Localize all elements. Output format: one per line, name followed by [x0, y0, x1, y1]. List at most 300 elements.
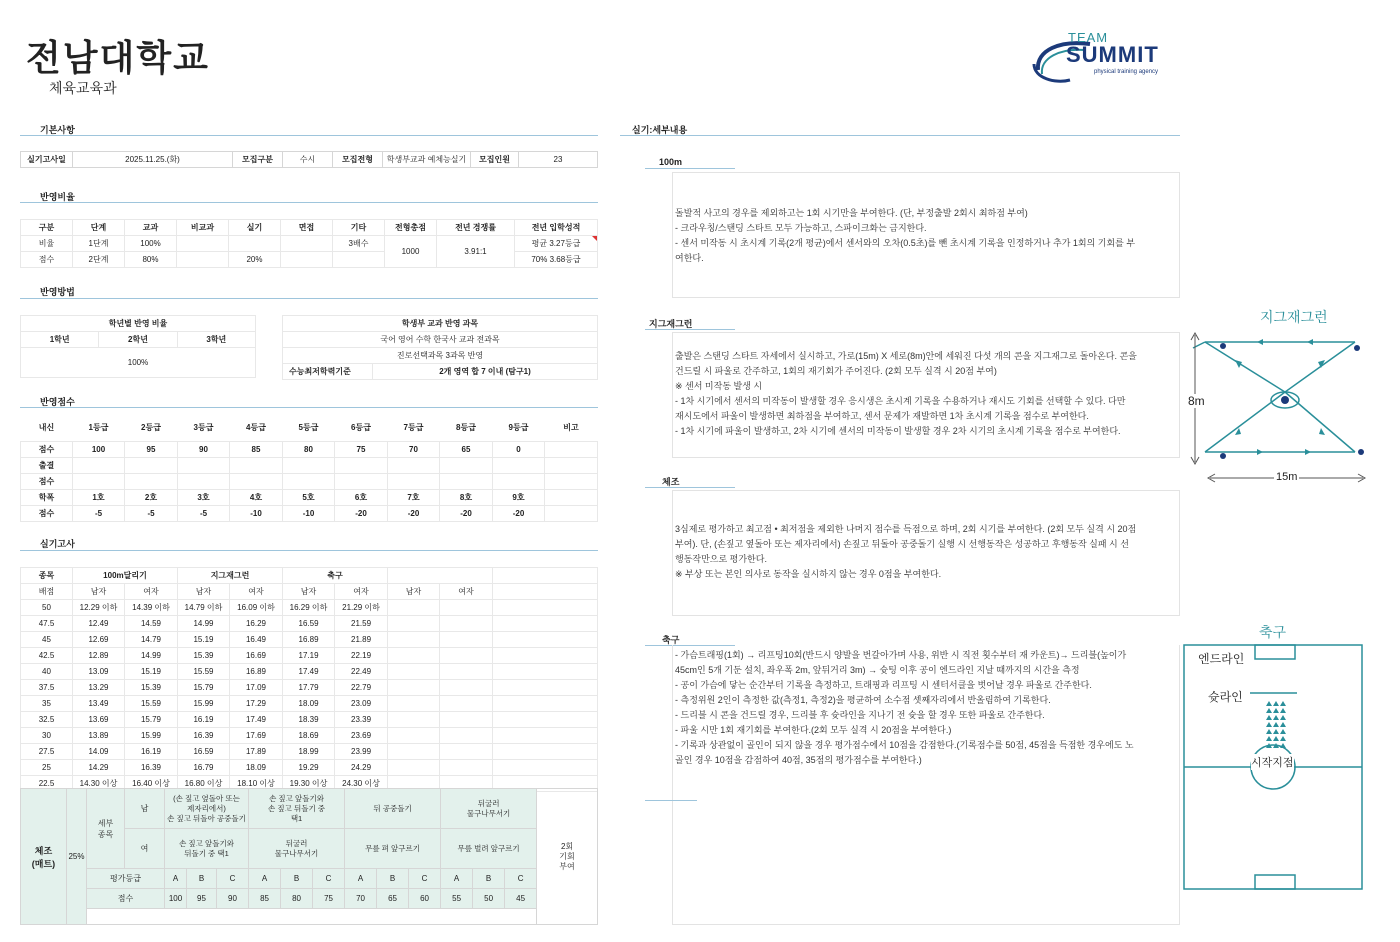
practical-cell: 15.59 — [125, 696, 178, 712]
gym-score-label: 점수 — [87, 889, 165, 909]
gym-grade-cell: C — [409, 869, 441, 889]
practical-cell — [388, 712, 440, 728]
practical-cell: 23.69 — [335, 728, 388, 744]
text-line: 3심제로 평가하고 최고점 • 최저점을 제외한 나머지 점수를 득점으로 하며, 2회 시기를 부여한다. (2회 모두 실격 시 20점 — [675, 524, 1137, 534]
score-cell: 7호 — [388, 489, 440, 505]
score-cell: 5호 — [283, 489, 335, 505]
score-cell: -20 — [388, 505, 440, 521]
practical-cell — [440, 600, 493, 616]
cone-icon — [1266, 715, 1272, 720]
practical-cell — [493, 712, 598, 728]
practical-cell: 14.30 이상 — [73, 776, 125, 792]
ratio-cell — [177, 236, 229, 252]
gym-female-item: 손 짚고 앞돌기와 뒤돌기 중 택1 — [165, 829, 249, 869]
practical-cell: 18.09 — [230, 760, 283, 776]
gym-grade-cell: A — [165, 869, 187, 889]
ratio-cell: 3배수 — [333, 236, 385, 252]
practical-cell: 19.29 — [283, 760, 335, 776]
quota-label: 모집인원 — [471, 152, 519, 168]
ratio-cell — [229, 236, 281, 252]
practical-sub: 배점 — [21, 584, 73, 600]
score-cell: 80 — [283, 441, 335, 457]
practical-cell — [388, 600, 440, 616]
score-header: 3등급 — [193, 422, 214, 432]
score-header: 6등급 — [351, 422, 371, 432]
gym-male-item: 뒤 공중돌기 — [345, 789, 441, 829]
practical-cell: 14.09 — [73, 744, 125, 760]
grade-ratio-table — [20, 315, 256, 378]
gym-grade-cell: C — [505, 869, 537, 889]
score-cell: 4호 — [230, 489, 283, 505]
gym-score-cell: 65 — [377, 889, 409, 909]
practical-cell — [440, 728, 493, 744]
text-line: 재시도에서 파울이 발생하면 최하점을 부여하고, 센서 문제가 재발하면 1차 초시계 기록을 점수로 부여한다. — [675, 411, 1089, 421]
run-title: 100m — [659, 157, 683, 167]
practical-cell: 37.5 — [21, 680, 73, 696]
run-text — [675, 206, 1135, 266]
practical-sub: 여자 — [335, 584, 388, 600]
practical-cell: 17.29 — [230, 696, 283, 712]
score-cell: 65 — [440, 441, 493, 457]
recruit-type: 수시 — [283, 152, 333, 168]
gym-score-cell: 100 — [165, 889, 187, 909]
practical-header: 축구 — [283, 568, 388, 584]
total-score: 1000 — [385, 236, 437, 268]
score-cell: 85 — [230, 441, 283, 457]
score-cell: 6호 — [335, 489, 388, 505]
score-cell: 2호 — [125, 489, 178, 505]
practical-header: 지그재그런 — [178, 568, 283, 584]
score-header: 5등급 — [298, 422, 319, 432]
recruit-type-label: 모집구분 — [233, 152, 283, 168]
practical-cell: 13.69 — [73, 712, 125, 728]
practical-cell — [493, 648, 598, 664]
practical-cell: 15.39 — [125, 680, 178, 696]
practical-cell: 16.09 이하 — [230, 600, 283, 616]
text-line: ※ 부상 또는 본인 의사로 동작을 실시하지 않는 경우 0점을 부여한다. — [675, 569, 942, 579]
practical-cell: 15.99 — [125, 728, 178, 744]
practical-cell — [440, 664, 493, 680]
text-line: - 측정위원 2인이 측정한 값(측정1, 측정2)을 평균하여 소수점 셋째자리에서 반올림하여 기록한다. — [675, 695, 1051, 705]
practical-cell: 15.59 — [178, 664, 230, 680]
practical-cell: 32.5 — [21, 712, 73, 728]
text-line: - 공이 가슴에 닿는 순간부터 기록을 측정하고, 트래핑과 리프팅 시 센터서클을 벗어날 경우 파울로 간주한다. — [675, 680, 1092, 690]
exam-date: 2025.11.25.(화) — [73, 152, 233, 168]
practical-cell: 15.79 — [125, 712, 178, 728]
department-name: 체육교육과 — [49, 80, 117, 96]
gym-score-cell: 75 — [313, 889, 345, 909]
practical-cell — [440, 632, 493, 648]
gym-text — [675, 522, 1136, 582]
text-line: 행동작만으로 평가한다. — [675, 554, 767, 564]
practical-cell: 19.30 이상 — [283, 776, 335, 792]
text-line: - 기록과 상관없이 골인이 되지 않을 경우 평가점수에서 10점을 감점한다.(기록점수를 50점, 45점을 득점한 경우에도 노 — [675, 740, 1134, 750]
cone-icon — [1273, 701, 1279, 706]
score-header: 비고 — [563, 422, 579, 432]
practical-cell: 16.40 이상 — [125, 776, 178, 792]
gym-male-item: 손 짚고 앞돌기와 손 짚고 뒤돌기 중 택1 — [249, 789, 345, 829]
ratio-cell: 20% — [229, 252, 281, 268]
gym-female-item: 무릎 펴 앞구르기 — [345, 829, 441, 869]
exam-date-label: 실기고사일 — [21, 152, 73, 168]
zig-title: 지그재그런 — [649, 319, 693, 329]
ratio-cell: 1단계 — [73, 236, 125, 252]
soccer-title: 축구 — [662, 635, 680, 645]
zigzag-diagram — [1185, 330, 1370, 490]
soccer-diagram-title: 축구 — [1259, 624, 1287, 640]
practical-cell: 45 — [21, 632, 73, 648]
practical-cell — [493, 728, 598, 744]
subjects-line2: 진로선택과목 3과목 반영 — [283, 348, 598, 364]
practical-cell — [440, 712, 493, 728]
ratio-cell — [177, 252, 229, 268]
practical-cell: 15.99 — [178, 696, 230, 712]
gym-grade-cell: A — [345, 869, 377, 889]
practical-cell: 16.49 — [230, 632, 283, 648]
gym-grade-cell: B — [377, 869, 409, 889]
practical-cell: 22.79 — [335, 680, 388, 696]
prev-admission-avg — [515, 236, 598, 252]
practical-cell: 17.09 — [230, 680, 283, 696]
practical-cell — [388, 680, 440, 696]
gym-score-cell: 80 — [281, 889, 313, 909]
ratio-cell — [281, 252, 333, 268]
section-practical: 실기고사 — [40, 539, 75, 549]
gym-grade-cell: B — [187, 869, 217, 889]
practical-cell: 18.10 이상 — [230, 776, 283, 792]
practical-cell — [493, 632, 598, 648]
logo-subtitle: physical training agency — [1094, 69, 1159, 75]
university-title: 전남대학교 — [26, 38, 210, 79]
text-line: - 가슴트래핑(1회) → 리프팅10회(반드시 양발을 번갈아가며 사용, 위반 시 직전 횟수부터 재 카운트)→ 드리블(높이가 — [675, 650, 1127, 660]
text-line: ※ 센서 미작동 발생 시 — [675, 381, 763, 391]
practical-cell: 17.69 — [230, 728, 283, 744]
subject-table — [282, 315, 598, 380]
practical-cell: 17.19 — [283, 648, 335, 664]
cone-icon — [1266, 729, 1272, 734]
text-line: 골인 경우 10점을 감점하여 40점, 35점의 평가점수를 부여한다.) — [675, 755, 922, 765]
practical-cell: 16.39 — [178, 728, 230, 744]
practical-cell: 14.59 — [125, 616, 178, 632]
section-detail: 실기:세부내용 — [632, 125, 688, 135]
text-line: 출발은 스탠딩 스타트 자세에서 실시하고, 가로(15m) X 세로(8m)안에 세워진 다섯 개의 콘을 지그재그로 돌아온다. 콘을 — [675, 351, 1137, 361]
gym-female-item: 뒤굴러 물구나무서기 — [249, 829, 345, 869]
zig-box — [672, 332, 1180, 458]
csat-min-label: 수능최저학력기준 — [283, 364, 373, 380]
cone-icon — [1280, 708, 1286, 713]
practical-sub: 남자 — [73, 584, 125, 600]
practical-cell — [493, 696, 598, 712]
practical-header: 종목 — [21, 568, 73, 584]
score-header: 2등급 — [141, 422, 161, 432]
score-cell: 9호 — [493, 489, 545, 505]
practical-cell: 18.69 — [283, 728, 335, 744]
score-cell: -10 — [230, 505, 283, 521]
practical-cell: 13.49 — [73, 696, 125, 712]
practical-cell: 16.79 — [178, 760, 230, 776]
practical-cell: 22.49 — [335, 664, 388, 680]
practical-cell — [440, 648, 493, 664]
soccer-box — [672, 645, 1180, 925]
practical-cell: 15.79 — [178, 680, 230, 696]
score-cell: 75 — [335, 441, 388, 457]
practical-cell — [440, 744, 493, 760]
ratio-header: 전형총점 — [385, 220, 437, 236]
gym-grade-label: 평가등급 — [87, 869, 165, 889]
practical-table — [20, 567, 598, 792]
zig-height-label: 8m — [1188, 394, 1205, 408]
ratio-header: 전년 경쟁률 — [437, 220, 515, 236]
comment-marker-icon — [592, 236, 597, 241]
zig-text — [675, 349, 1137, 439]
score-cell: 출결 — [21, 457, 73, 473]
ratio-header: 교과 — [125, 220, 177, 236]
practical-cell — [388, 664, 440, 680]
csat-min-value: 2개 영역 합 7 이내 (탐구1) — [373, 364, 598, 380]
practical-cell: 12.49 — [73, 616, 125, 632]
text-line: 돌발적 사고의 경우를 제외하고는 1회 시기만을 부여한다. (단, 부정출발 2회시 최하점 부여) — [675, 208, 1028, 218]
practical-cell — [493, 680, 598, 696]
gym-score-cell: 60 — [409, 889, 441, 909]
ratio-header: 실기 — [229, 220, 281, 236]
practical-sub: 남자 — [283, 584, 335, 600]
practical-sub: 여자 — [125, 584, 178, 600]
score-cell: -5 — [125, 505, 178, 521]
cone-icon — [1280, 736, 1286, 741]
gym-box — [672, 490, 1180, 616]
prev-admission-70: 70% 3.68등급 — [515, 252, 598, 268]
score-table — [20, 416, 598, 522]
practical-cell: 15.39 — [178, 648, 230, 664]
score-cell: -5 — [73, 505, 125, 521]
score-cell: 3호 — [178, 489, 230, 505]
practical-cell: 47.5 — [21, 616, 73, 632]
gym-male-label: 남 — [125, 789, 165, 829]
practical-cell: 21.59 — [335, 616, 388, 632]
endline-label: 엔드라인 — [1198, 652, 1245, 666]
practical-cell — [493, 664, 598, 680]
practical-cell: 16.29 — [230, 616, 283, 632]
practical-cell: 16.19 — [178, 712, 230, 728]
admission-type: 학생부교과 예체능실기 — [383, 152, 471, 168]
ratio-header: 구분 — [21, 220, 73, 236]
gym-grade-cell: C — [217, 869, 249, 889]
gym-score-cell: 45 — [505, 889, 537, 909]
text-line: - 파울 시만 1회 재기회를 부여한다.(2회 모두 실격 시 20점을 부여한다.) — [675, 725, 952, 735]
practical-cell: 16.80 이상 — [178, 776, 230, 792]
practical-cell: 17.89 — [230, 744, 283, 760]
practical-cell: 22.19 — [335, 648, 388, 664]
cone-icon — [1266, 722, 1272, 727]
ratio-header: 단계 — [73, 220, 125, 236]
score-header: 8등급 — [456, 422, 476, 432]
score-cell: -20 — [440, 505, 493, 521]
practical-cell — [493, 760, 598, 776]
cone-icon — [1280, 701, 1286, 706]
practical-cell: 50 — [21, 600, 73, 616]
practical-cell: 42.5 — [21, 648, 73, 664]
text-line: - 1차 시기에 파울이 발생하고, 2차 시기에 센서의 미작동이 발생할 경우 2차 시기의 초시계 기록을 점수로 부여한다. — [675, 426, 1121, 436]
practical-cell — [493, 744, 598, 760]
cone-icon — [1266, 736, 1272, 741]
admission-type-label: 모집전형 — [333, 152, 383, 168]
score-cell: -20 — [335, 505, 388, 521]
practical-cell: 14.99 — [125, 648, 178, 664]
practical-cell — [388, 744, 440, 760]
gym-score-cell: 95 — [187, 889, 217, 909]
ratio-cell: 점수 — [21, 252, 73, 268]
practical-cell: 14.39 이하 — [125, 600, 178, 616]
practical-cell: 14.99 — [178, 616, 230, 632]
ratio-cell — [281, 236, 333, 252]
score-header: 7등급 — [403, 422, 424, 432]
subjects-line1: 국어 영어 수학 한국사 교과 전과목 — [283, 332, 598, 348]
cone-icon — [1266, 701, 1272, 706]
practical-cell: 12.29 이하 — [73, 600, 125, 616]
practical-cell: 18.39 — [283, 712, 335, 728]
practical-cell — [440, 616, 493, 632]
score-cell: 학폭 — [21, 489, 73, 505]
practical-cell — [493, 616, 598, 632]
text-line: - 크라우칭/스탠딩 스타트 모두 가능하고, 스파이크화는 금지한다. — [675, 223, 927, 233]
grade-ratio-value: 100% — [21, 348, 256, 378]
practical-header: 100m달리기 — [73, 568, 178, 584]
score-cell: 90 — [178, 441, 230, 457]
practical-cell — [388, 616, 440, 632]
score-cell: 95 — [125, 441, 178, 457]
gym-male-item: 뒤굴러 물구나무서기 — [441, 789, 537, 829]
gym-score-cell: 85 — [249, 889, 281, 909]
practical-cell: 23.09 — [335, 696, 388, 712]
soccer-text — [675, 648, 1134, 768]
team-summit-logo — [1030, 30, 1190, 85]
practical-cell: 13.09 — [73, 664, 125, 680]
practical-cell: 12.69 — [73, 632, 125, 648]
gym-note: 2회 기회 부여 — [537, 789, 598, 925]
practical-sub: 여자 — [230, 584, 283, 600]
cone-icon — [1273, 715, 1279, 720]
basic-table — [20, 151, 598, 168]
gym-segment-label: 세부 종목 — [87, 789, 125, 869]
cone-icon — [1273, 722, 1279, 727]
ratio-cell: 비율 — [21, 236, 73, 252]
score-cell: 점수 — [21, 441, 73, 457]
practical-cell: 24.29 — [335, 760, 388, 776]
gym-score-cell: 90 — [217, 889, 249, 909]
logo-summit-text: SUMMIT — [1066, 42, 1159, 67]
practical-cell: 14.79 이하 — [178, 600, 230, 616]
practical-cell: 17.49 — [230, 712, 283, 728]
practical-cell: 23.99 — [335, 744, 388, 760]
gym-score-cell: 50 — [473, 889, 505, 909]
gym-grade-cell: A — [441, 869, 473, 889]
year-label: 1학년 — [21, 332, 99, 348]
gym-male-item: (손 짚고 옆돌아 또는 제자리에서) 손 짚고 뒤돌아 공중돌기 — [165, 789, 249, 829]
practical-cell: 21.89 — [335, 632, 388, 648]
practical-cell — [388, 696, 440, 712]
practical-sub: 남자 — [388, 584, 440, 600]
ratio-cell: 100% — [125, 236, 177, 252]
practical-cell: 14.79 — [125, 632, 178, 648]
quota: 23 — [519, 152, 598, 168]
practical-sub: 남자 — [178, 584, 230, 600]
cone-icon — [1280, 722, 1286, 727]
practical-cell — [388, 632, 440, 648]
gym-grade-cell: B — [281, 869, 313, 889]
section-score: 반영점수 — [40, 397, 75, 407]
score-cell: 100 — [73, 441, 125, 457]
year-label: 3학년 — [177, 332, 255, 348]
score-cell: -10 — [283, 505, 335, 521]
grade-ratio-title: 학년별 반영 비율 — [21, 316, 256, 332]
practical-cell: 30 — [21, 728, 73, 744]
practical-cell: 35 — [21, 696, 73, 712]
gym-name: 체조 (매트) — [21, 789, 67, 925]
practical-cell: 16.39 — [125, 760, 178, 776]
practical-cell: 17.79 — [283, 680, 335, 696]
text-line: 건드릴 시 파울로 간주하고, 1회의 재기회가 주어진다. (2회 모두 실격 시 20점 부여) — [675, 366, 997, 376]
practical-cell: 14.29 — [73, 760, 125, 776]
cone-icon — [1280, 715, 1286, 720]
text-line: - 센서 미작동 시 초시계 기록(2개 평균)에서 센서와의 오차(0.5초)를 뺀 초시계 기록을 인정하거나 추가 1회의 기회를 부 — [675, 238, 1136, 248]
subject-title: 학생부 교과 반영 과목 — [283, 316, 598, 332]
gym-table — [20, 788, 598, 925]
cone-icon — [1273, 736, 1279, 741]
practical-cell — [440, 680, 493, 696]
score-cell: 점수 — [21, 505, 73, 521]
practical-cell: 22.5 — [21, 776, 73, 792]
gym-percent: 25% — [67, 789, 87, 925]
practical-cell: 17.49 — [283, 664, 335, 680]
practical-cell: 15.19 — [125, 664, 178, 680]
score-cell: 점수 — [21, 473, 73, 489]
gym-grade-cell: B — [473, 869, 505, 889]
ratio-table — [20, 219, 598, 268]
cone-icon — [1280, 729, 1286, 734]
year-label: 2학년 — [99, 332, 177, 348]
score-cell: 8호 — [440, 489, 493, 505]
score-cell: -5 — [178, 505, 230, 521]
practical-cell: 16.69 — [230, 648, 283, 664]
zig-width-label: 15m — [1276, 471, 1298, 483]
score-cell — [545, 441, 598, 457]
practical-cell: 16.29 이하 — [283, 600, 335, 616]
score-header: 4등급 — [246, 422, 266, 432]
ratio-cell: 80% — [125, 252, 177, 268]
score-header: 9등급 — [508, 422, 529, 432]
practical-cell — [440, 696, 493, 712]
run-box — [672, 172, 1180, 298]
cone-icon — [1273, 729, 1279, 734]
text-line: 45cm인 5개 기둔 설치, 좌우폭 2m, 앞뒤거리 3m) → 슛팅 이후 공이 엔드라인 지날 때까지의 시간을 측정 — [675, 665, 1080, 675]
gym-score-cell: 55 — [441, 889, 473, 909]
ratio-header: 면접 — [281, 220, 333, 236]
score-header: 내신 — [38, 422, 55, 432]
practical-cell: 16.59 — [283, 616, 335, 632]
prev-competition: 3.91:1 — [437, 236, 515, 268]
text-line: - 1차 시기에서 센서의 미작동이 발생할 경우 응시생은 초시계 기록을 수용하거나 재시도 기회를 선택할 수 있다. 다만 — [675, 396, 1126, 406]
practical-cell: 15.19 — [178, 632, 230, 648]
practical-cell: 16.89 — [283, 632, 335, 648]
score-cell: 1호 — [73, 489, 125, 505]
section-ratio: 반영비율 — [40, 192, 75, 202]
shootline-label: 슛라인 — [1208, 690, 1243, 704]
practical-cell: 13.29 — [73, 680, 125, 696]
text-line: 여한다. — [675, 253, 704, 263]
practical-cell: 27.5 — [21, 744, 73, 760]
practical-cell: 18.99 — [283, 744, 335, 760]
prev-admission-avg-text: 평균 3.27등급 — [531, 239, 581, 248]
